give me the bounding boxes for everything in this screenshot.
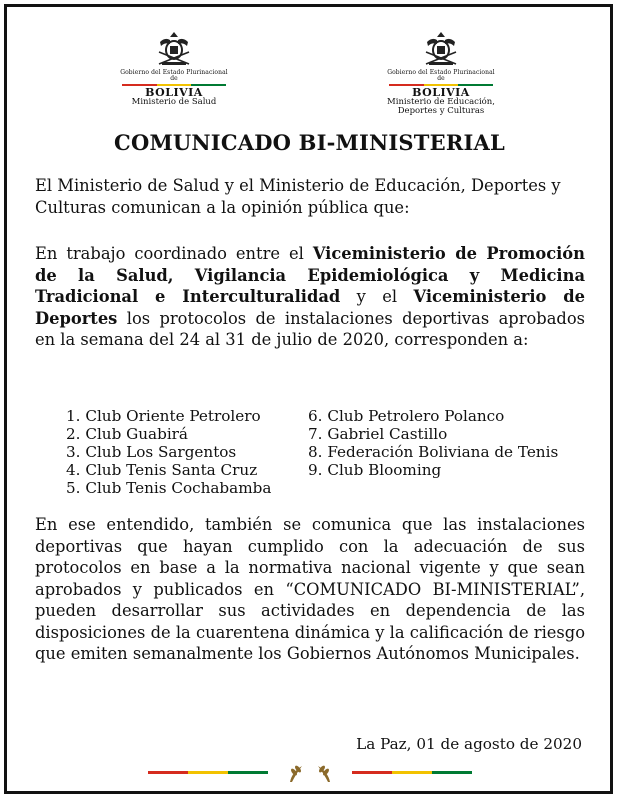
list-item: 7. Gabriel Castillo: [308, 425, 448, 443]
logo-ministry-line: Ministerio de Salud: [131, 97, 217, 108]
list-item: 5. Club Tenis Cochabamba: [66, 479, 272, 497]
logo-government-line: Gobierno del Estado Plurinacional de: [387, 69, 495, 83]
flag-stripe: [148, 771, 472, 774]
clubs-column-right: [308, 407, 558, 479]
paragraph-protocols: [35, 243, 585, 351]
paragraph-text: En trabajo coordinado entre el: [35, 244, 313, 263]
paragraph-text: los protocolos de instalaciones deportivas aprobados en la semana del 24 al 31 de julio de 2020, corresponden a:: [35, 308, 585, 349]
list-item: 6. Club Petrolero Polanco: [308, 407, 505, 425]
logo-ministry-line: Ministerio de Educación,: [387, 97, 495, 108]
list-item: 4. Club Tenis Santa Cruz: [66, 461, 258, 479]
logo-ministry-line: Deportes y Culturas: [397, 106, 485, 117]
clubs-column-left: [66, 407, 271, 497]
list-item: 9. Club Blooming: [308, 461, 442, 479]
logo-country: BOLIVIA: [412, 85, 470, 99]
bolivia-coat-of-arms-icon: [156, 28, 192, 68]
paragraph-text: y el: [340, 287, 414, 306]
logo-government-line: Gobierno del Estado Plurinacional de: [120, 69, 228, 83]
bolivia-coat-of-arms-icon: [423, 28, 459, 68]
wheat-ornament-icon: [290, 765, 330, 782]
footer-ornament: [140, 758, 480, 788]
paragraph-conditions: En ese entendido, también se comunica que las instalaciones deportivas que hayan cumplido con la adecuación de sus protocolos en base a la normativa nacional vigente y que sean aprobados y publicados en “COMUNICADO BI-MINISTERIAL”, pueden desarrollar sus actividades en dependencia de las disposiciones de la cuarentena dinámica y la calificación de riesgo que emiten semanalmente los Gobiernos Autónomos Municipales.: [35, 515, 585, 663]
list-item: 1. Club Oriente Petrolero: [66, 407, 261, 425]
logo-ministerio-educacion: [385, 28, 497, 116]
intro-paragraph: El Ministerio de Salud y el Ministerio de Educación, Deportes y Culturas comunican a la opinión pública que:: [35, 176, 561, 217]
document-title: COMUNICADO BI-MINISTERIAL: [114, 130, 505, 155]
bold-viceministerio-deportes: Viceministerio de Deportes: [35, 287, 585, 328]
bold-viceministerio-salud: Viceministerio de Promoción de la Salud, Vigilancia Epidemiológica y Medicina Tradicional e Interculturalidad: [35, 244, 585, 306]
list-item: 3. Club Los Sargentos: [66, 443, 237, 461]
place-and-date: La Paz, 01 de agosto de 2020: [356, 735, 582, 753]
document-border: [4, 4, 613, 794]
list-item: 8. Federación Boliviana de Tenis: [308, 443, 559, 461]
logo-ministerio-salud: [118, 28, 230, 107]
logo-country: BOLIVIA: [145, 85, 203, 99]
list-item: 2. Club Guabirá: [66, 425, 188, 443]
